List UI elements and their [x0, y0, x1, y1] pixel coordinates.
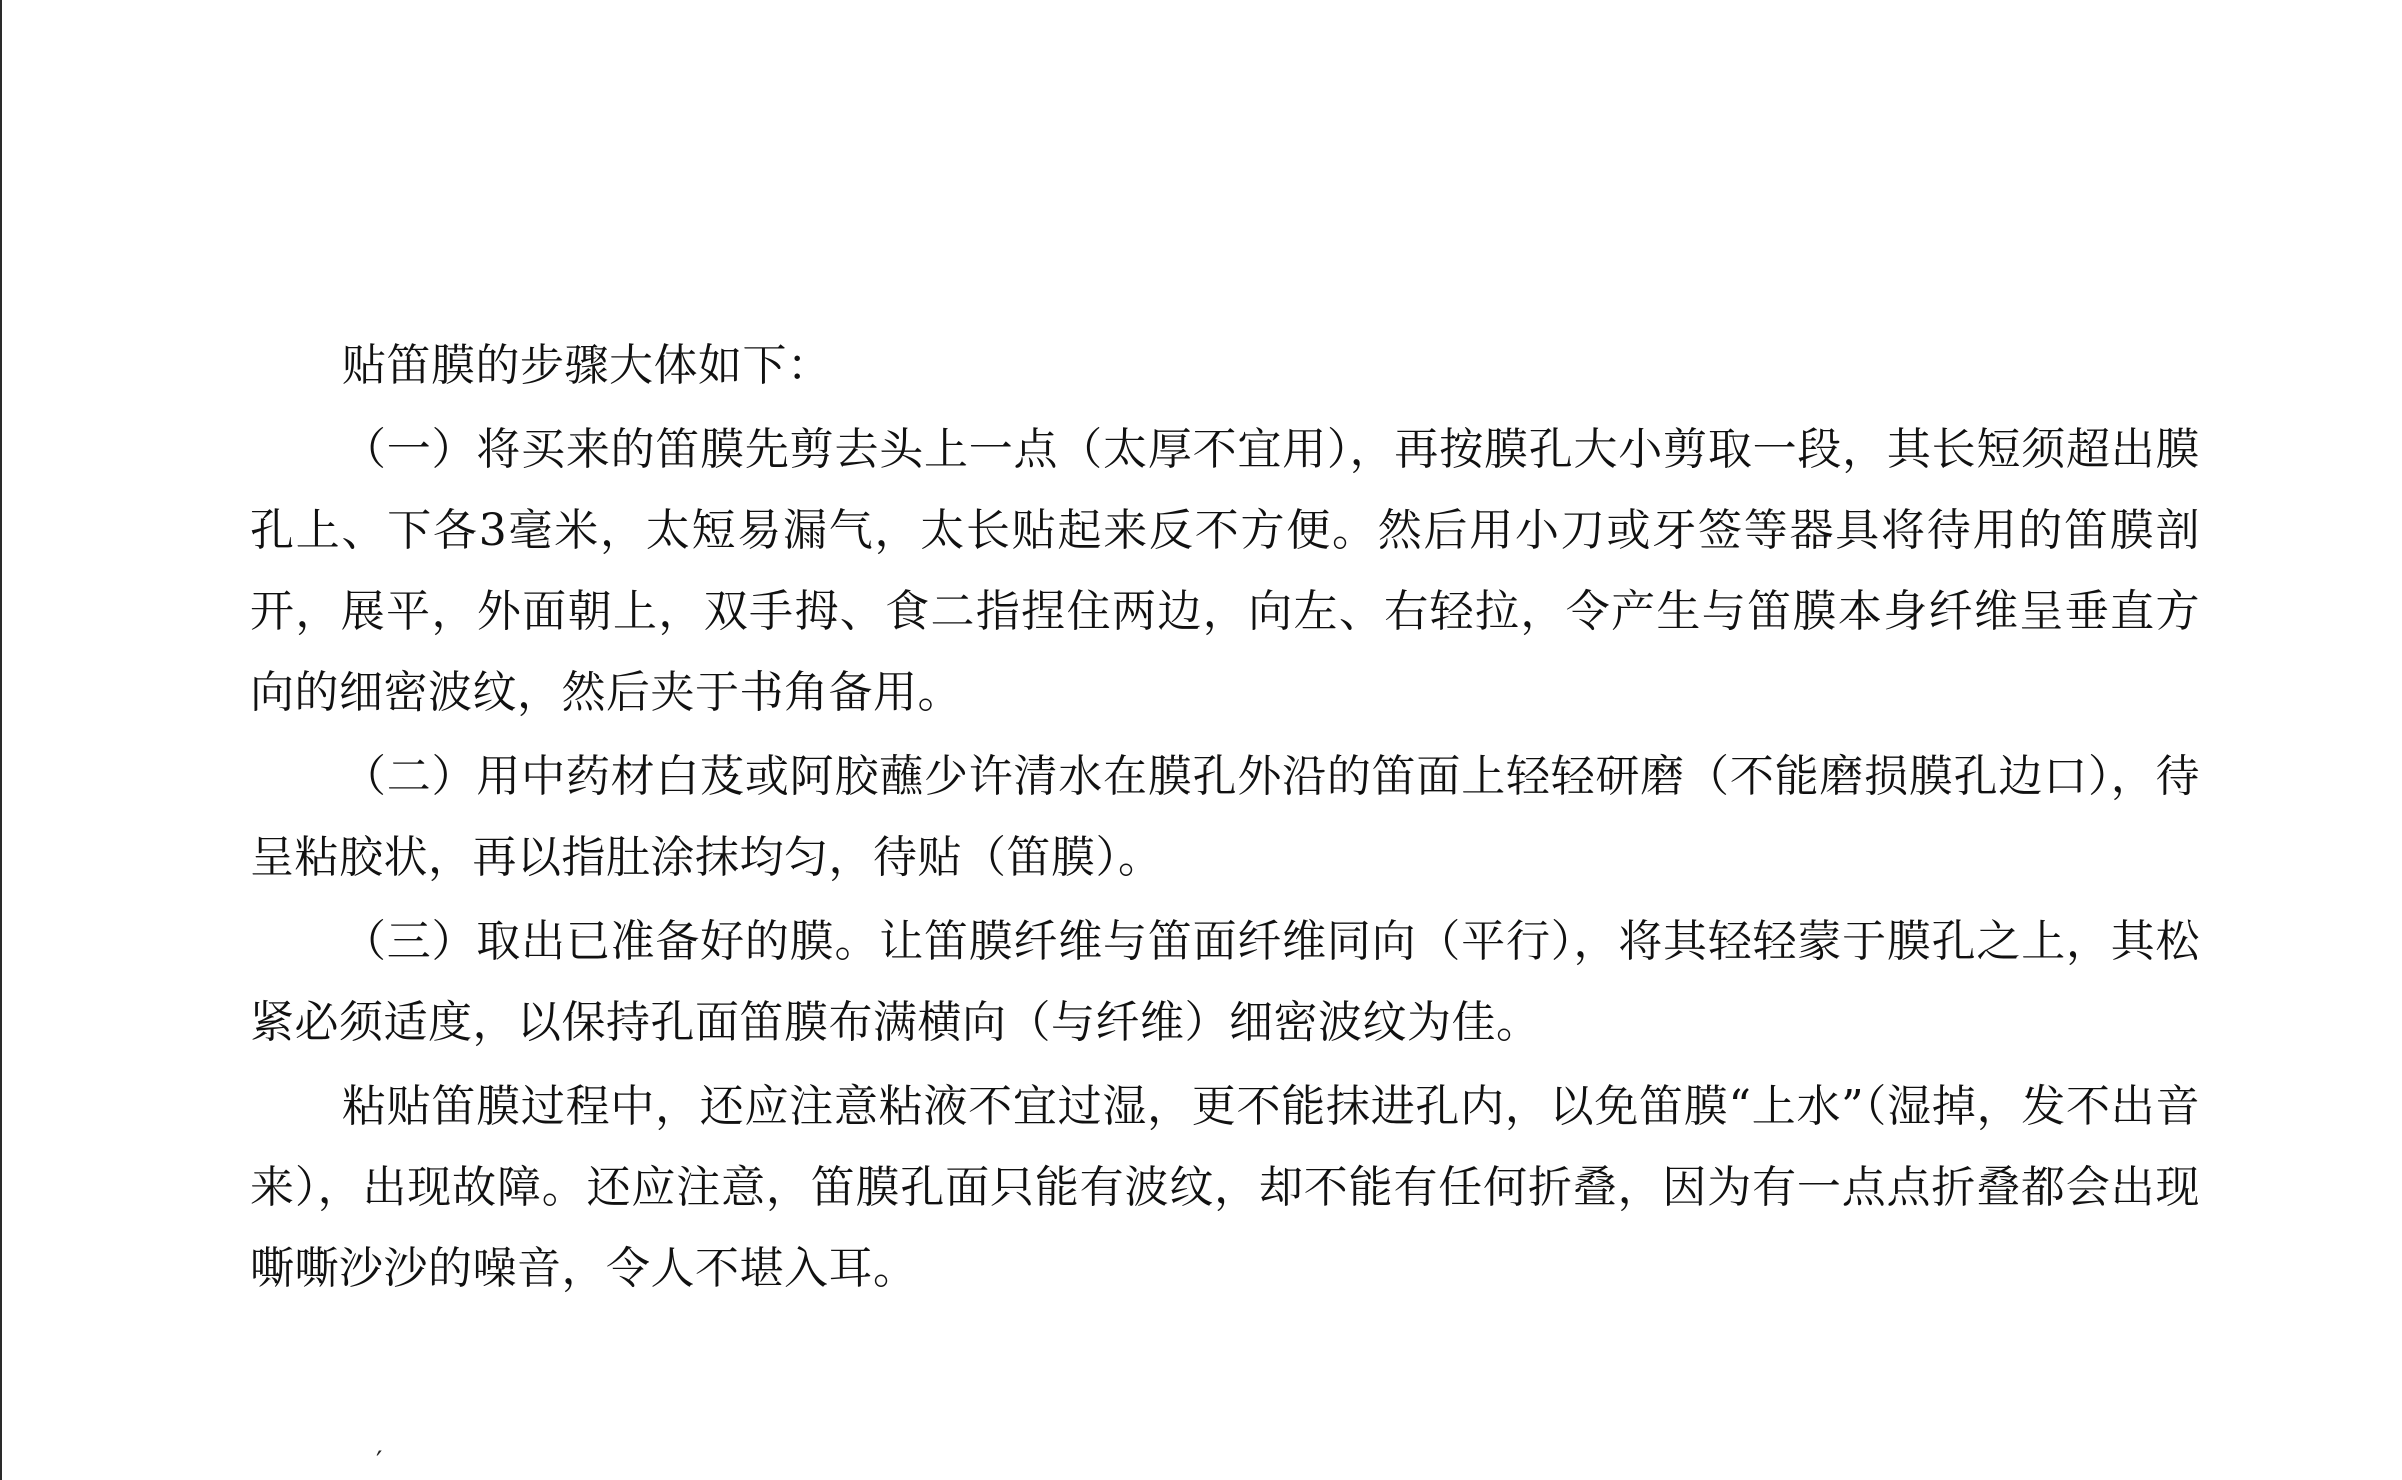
- page-left-edge: [0, 0, 2, 1480]
- step-three-paragraph: （三）取出已准备好的膜。让笛膜纤维与笛面纤维同向（平行），将其轻轻蒙于膜孔之上，其松紧必须适度，以保持孔面笛膜布满横向（与纤维）细密波纹为佳。: [250, 916, 2200, 1048]
- intro-paragraph: 贴笛膜的步骤大体如下：: [342, 340, 832, 391]
- step-two-paragraph: （二）用中药材白芨或阿胶蘸少许清水在膜孔外沿的笛面上轻轻研磨（不能磨损膜孔边口），待呈粘胶状，再以指肚涂抹均匀，待贴（笛膜）。: [250, 751, 2200, 883]
- stray-mark: ′: [376, 1445, 383, 1478]
- document-body: [250, 325, 2200, 1309]
- notes-paragraph: 粘贴笛膜过程中，还应注意粘液不宜过湿，更不能抹进孔内，以免笛膜“上水”（湿掉，发不出音来），出现故障。还应注意，笛膜孔面只能有波纹，却不能有任何折叠，因为有一点点折叠都会出现嘶嘶沙沙的噪音，令人不堪入耳。: [250, 1081, 2200, 1294]
- step-one-paragraph: （一）将买来的笛膜先剪去头上一点（太厚不宜用），再按膜孔大小剪取一段，其长短须超出膜孔上、下各3毫米，太短易漏气，太长贴起来反不方便。然后用小刀或牙签等器具将待用的笛膜剖开，展平，外面朝上，双手拇、食二指捏住两边，向左、右轻拉，令产生与笛膜本身纤维呈垂直方向的细密波纹，然后夹于书角备用。: [250, 424, 2200, 718]
